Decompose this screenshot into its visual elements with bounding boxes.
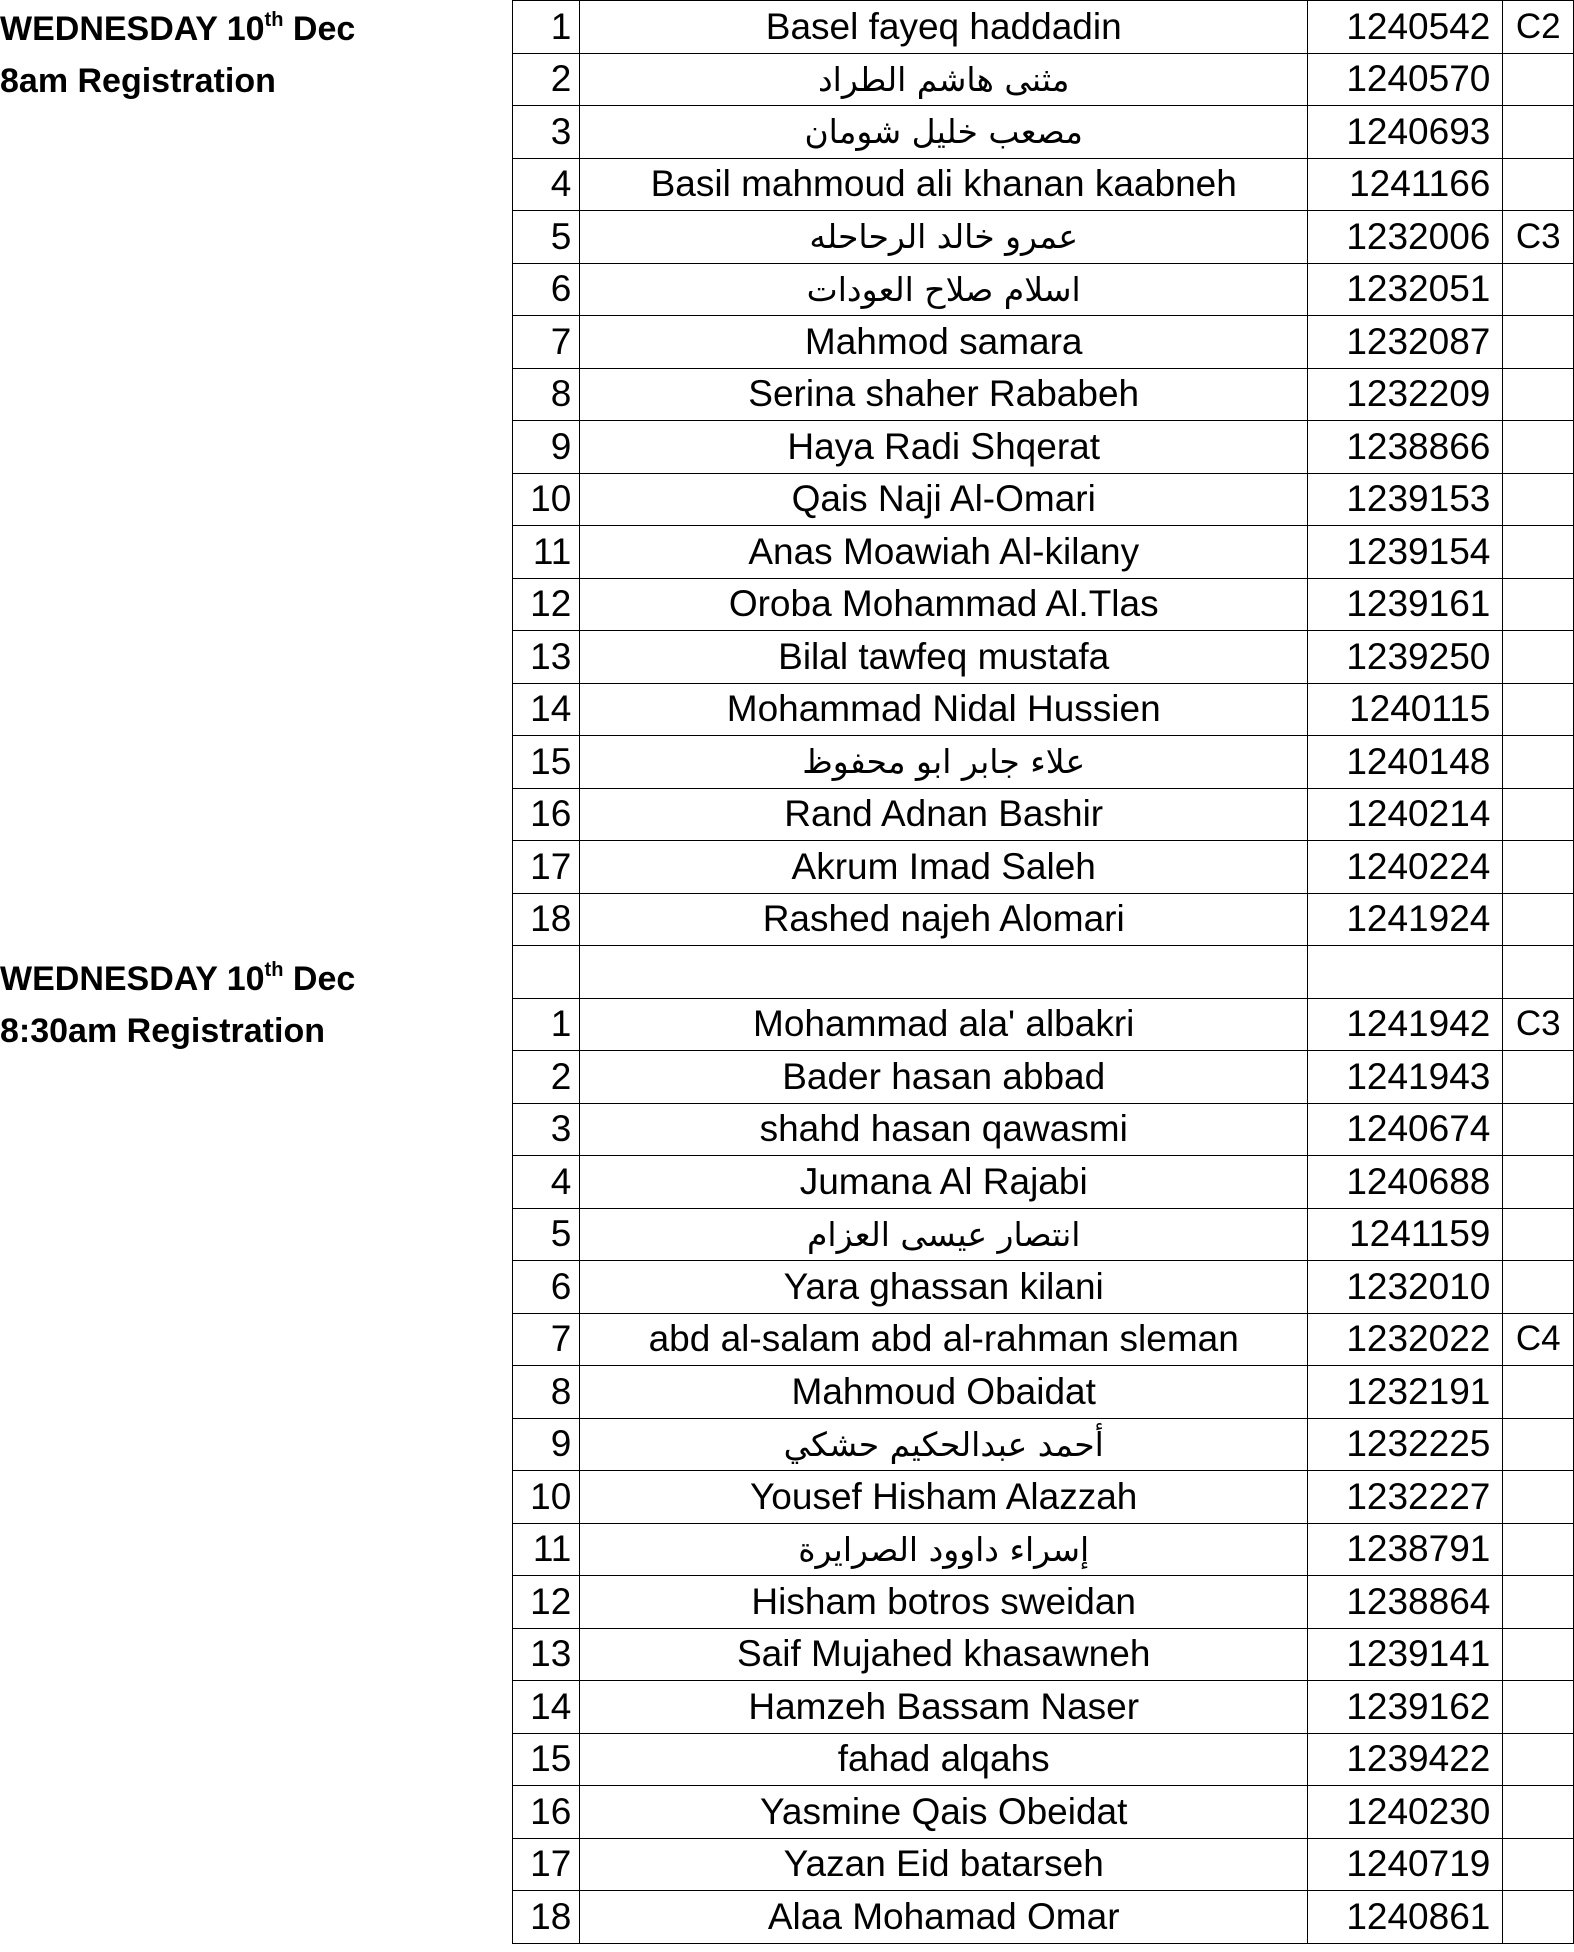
student-id-cell: 1241943 [1308,1051,1503,1104]
student-name-cell: Serina shaher Rababeh [580,368,1308,421]
table-row [513,1681,1574,1734]
row-number-cell: 6 [513,1261,580,1314]
empty-cell [1503,946,1574,999]
table-row [513,421,1574,474]
row-number-cell: 17 [513,1838,580,1891]
student-name-cell: Rashed najeh Alomari [580,893,1308,946]
table-row [513,106,1574,159]
student-name-cell: Anas Moawiah Al-kilany [580,526,1308,579]
student-id-cell: 1239153 [1308,473,1503,526]
student-id-cell: 1232006 [1308,211,1503,264]
group-code-cell [1503,1418,1574,1471]
student-id-cell: 1240719 [1308,1838,1503,1891]
row-number-cell: 11 [513,526,580,579]
student-id-cell: 1232225 [1308,1418,1503,1471]
section-1-time: 8am Registration [0,62,276,100]
group-code-cell [1503,158,1574,211]
table-row [513,1471,1574,1524]
row-number-cell: 13 [513,1628,580,1681]
student-name-cell: Qais Naji Al-Omari [580,473,1308,526]
group-code-cell [1503,526,1574,579]
student-name-cell: Yazan Eid batarseh [580,1838,1308,1891]
table-row [513,736,1574,789]
empty-cell [1308,946,1503,999]
table-row [513,211,1574,264]
student-id-cell: 1241924 [1308,893,1503,946]
row-number-cell: 6 [513,263,580,316]
row-number-cell: 13 [513,631,580,684]
section-2-date: WEDNESDAY 10th Dec [0,959,356,998]
registration-table-body [513,1,1574,1944]
group-code-cell [1503,1523,1574,1576]
student-name-cell: أحمد عبدالحكيم حشكي [580,1418,1308,1471]
group-code-cell: C3 [1503,211,1574,264]
row-number-cell: 16 [513,1786,580,1839]
student-name-cell: fahad alqahs [580,1733,1308,1786]
group-code-cell [1503,1103,1574,1156]
group-code-cell [1503,788,1574,841]
student-name-cell: Basil mahmoud ali khanan kaabneh [580,158,1308,211]
row-number-cell: 4 [513,158,580,211]
student-id-cell: 1232051 [1308,263,1503,316]
row-number-cell: 15 [513,1733,580,1786]
table-row [513,1733,1574,1786]
group-code-cell [1503,1891,1574,1944]
group-code-cell [1503,421,1574,474]
group-code-cell [1503,1838,1574,1891]
student-name-cell: Jumana Al Rajabi [580,1156,1308,1209]
table-row [513,1366,1574,1419]
table-row [513,368,1574,421]
student-id-cell: 1240230 [1308,1786,1503,1839]
table-row [513,1156,1574,1209]
table-row [513,788,1574,841]
student-name-cell: علاء جابر ابو محفوظ [580,736,1308,789]
student-name-cell: Akrum Imad Saleh [580,841,1308,894]
group-code-cell [1503,841,1574,894]
group-code-cell [1503,316,1574,369]
row-number-cell: 15 [513,736,580,789]
row-number-cell: 18 [513,893,580,946]
student-name-cell: مصعب خليل شومان [580,106,1308,159]
student-id-cell: 1240693 [1308,106,1503,159]
table-row [513,316,1574,369]
student-name-cell: Mohammad ala' albakri [580,998,1308,1051]
student-name-cell: Mahmoud Obaidat [580,1366,1308,1419]
row-number-cell: 14 [513,1681,580,1734]
student-id-cell: 1239422 [1308,1733,1503,1786]
student-id-cell: 1232209 [1308,368,1503,421]
empty-cell [580,946,1308,999]
student-name-cell: Saif Mujahed khasawneh [580,1628,1308,1681]
student-id-cell: 1239162 [1308,1681,1503,1734]
section-separator-row [513,946,1574,999]
row-number-cell: 1 [513,1,580,54]
empty-cell [513,946,580,999]
section-2-time: 8:30am Registration [0,1012,325,1050]
student-id-cell: 1239141 [1308,1628,1503,1681]
student-name-cell: اسلام صلاح العودات [580,263,1308,316]
student-id-cell: 1238866 [1308,421,1503,474]
table-row [513,53,1574,106]
group-code-cell [1503,683,1574,736]
student-id-cell: 1240148 [1308,736,1503,789]
table-row [513,841,1574,894]
table-row [513,1891,1574,1944]
student-id-cell: 1240542 [1308,1,1503,54]
student-name-cell: Yousef Hisham Alazzah [580,1471,1308,1524]
table-row [513,1208,1574,1261]
group-code-cell [1503,53,1574,106]
table-row [513,1576,1574,1629]
student-name-cell: إسراء داوود الصرايرة [580,1523,1308,1576]
row-number-cell: 4 [513,1156,580,1209]
table-row [513,1418,1574,1471]
group-code-cell [1503,1261,1574,1314]
row-number-cell: 9 [513,1418,580,1471]
student-name-cell: Hisham botros sweidan [580,1576,1308,1629]
group-code-cell [1503,1733,1574,1786]
table-row [513,998,1574,1051]
row-number-cell: 7 [513,1313,580,1366]
row-number-cell: 7 [513,316,580,369]
registration-table [512,0,1574,1944]
student-id-cell: 1239154 [1308,526,1503,579]
group-code-cell [1503,106,1574,159]
student-name-cell: Bilal tawfeq mustafa [580,631,1308,684]
section-1-heading [0,3,355,107]
group-code-cell [1503,1051,1574,1104]
group-code-cell [1503,736,1574,789]
group-code-cell [1503,368,1574,421]
table-row [513,683,1574,736]
group-code-cell: C2 [1503,1,1574,54]
row-number-cell: 2 [513,1051,580,1104]
row-number-cell: 5 [513,211,580,264]
student-id-cell: 1240688 [1308,1156,1503,1209]
row-number-cell: 3 [513,106,580,159]
table-row [513,1103,1574,1156]
row-number-cell: 14 [513,683,580,736]
table-row [513,1838,1574,1891]
table-row [513,473,1574,526]
student-name-cell: Yara ghassan kilani [580,1261,1308,1314]
student-name-cell: Alaa Mohamad Omar [580,1891,1308,1944]
group-code-cell [1503,1681,1574,1734]
student-id-cell: 1241159 [1308,1208,1503,1261]
group-code-cell: C3 [1503,998,1574,1051]
student-id-cell: 1232227 [1308,1471,1503,1524]
student-id-cell: 1240214 [1308,788,1503,841]
student-id-cell: 1232191 [1308,1366,1503,1419]
row-number-cell: 10 [513,473,580,526]
student-id-cell: 1240115 [1308,683,1503,736]
group-code-cell [1503,578,1574,631]
student-name-cell: Yasmine Qais Obeidat [580,1786,1308,1839]
row-number-cell: 9 [513,421,580,474]
student-name-cell: Hamzeh Bassam Naser [580,1681,1308,1734]
table-row [513,631,1574,684]
row-number-cell: 5 [513,1208,580,1261]
row-number-cell: 17 [513,841,580,894]
row-number-cell: 1 [513,998,580,1051]
table-row [513,1051,1574,1104]
table-row [513,1786,1574,1839]
student-name-cell: انتصار عيسى العزام [580,1208,1308,1261]
student-name-cell: abd al-salam abd al-rahman sleman [580,1313,1308,1366]
section-1-date: WEDNESDAY 10th Dec [0,9,356,48]
student-id-cell: 1240224 [1308,841,1503,894]
table-row [513,1261,1574,1314]
student-name-cell: Oroba Mohammad Al.Tlas [580,578,1308,631]
student-name-cell: مثنى هاشم الطراد [580,53,1308,106]
row-number-cell: 3 [513,1103,580,1156]
group-code-cell [1503,893,1574,946]
group-code-cell [1503,1208,1574,1261]
student-id-cell: 1240674 [1308,1103,1503,1156]
table-row [513,1628,1574,1681]
student-id-cell: 1240861 [1308,1891,1503,1944]
student-name-cell: Basel fayeq haddadin [580,1,1308,54]
row-number-cell: 8 [513,1366,580,1419]
student-id-cell: 1232010 [1308,1261,1503,1314]
group-code-cell [1503,1471,1574,1524]
table-row [513,1313,1574,1366]
row-number-cell: 8 [513,368,580,421]
table-row [513,263,1574,316]
group-code-cell [1503,631,1574,684]
student-id-cell: 1241942 [1308,998,1503,1051]
group-code-cell [1503,263,1574,316]
row-number-cell: 18 [513,1891,580,1944]
group-code-cell: C4 [1503,1313,1574,1366]
student-id-cell: 1240570 [1308,53,1503,106]
student-name-cell: shahd hasan qawasmi [580,1103,1308,1156]
section-2-heading [0,953,355,1057]
group-code-cell [1503,1628,1574,1681]
group-code-cell [1503,1576,1574,1629]
student-name-cell: Mohammad Nidal Hussien [580,683,1308,736]
group-code-cell [1503,1786,1574,1839]
row-number-cell: 16 [513,788,580,841]
student-id-cell: 1241166 [1308,158,1503,211]
student-id-cell: 1239161 [1308,578,1503,631]
table-row [513,526,1574,579]
student-name-cell: Haya Radi Shqerat [580,421,1308,474]
group-code-cell [1503,1366,1574,1419]
student-name-cell: Rand Adnan Bashir [580,788,1308,841]
table-row [513,893,1574,946]
student-id-cell: 1238791 [1308,1523,1503,1576]
table-row [513,1,1574,54]
student-name-cell: Bader hasan abbad [580,1051,1308,1104]
table-row [513,578,1574,631]
student-id-cell: 1238864 [1308,1576,1503,1629]
student-id-cell: 1239250 [1308,631,1503,684]
student-id-cell: 1232022 [1308,1313,1503,1366]
student-name-cell: عمرو خالد الرحاحله [580,211,1308,264]
group-code-cell [1503,1156,1574,1209]
student-id-cell: 1232087 [1308,316,1503,369]
row-number-cell: 12 [513,1576,580,1629]
row-number-cell: 10 [513,1471,580,1524]
row-number-cell: 2 [513,53,580,106]
row-number-cell: 11 [513,1523,580,1576]
student-name-cell: Mahmod samara [580,316,1308,369]
table-row [513,158,1574,211]
row-number-cell: 12 [513,578,580,631]
group-code-cell [1503,473,1574,526]
table-row [513,1523,1574,1576]
